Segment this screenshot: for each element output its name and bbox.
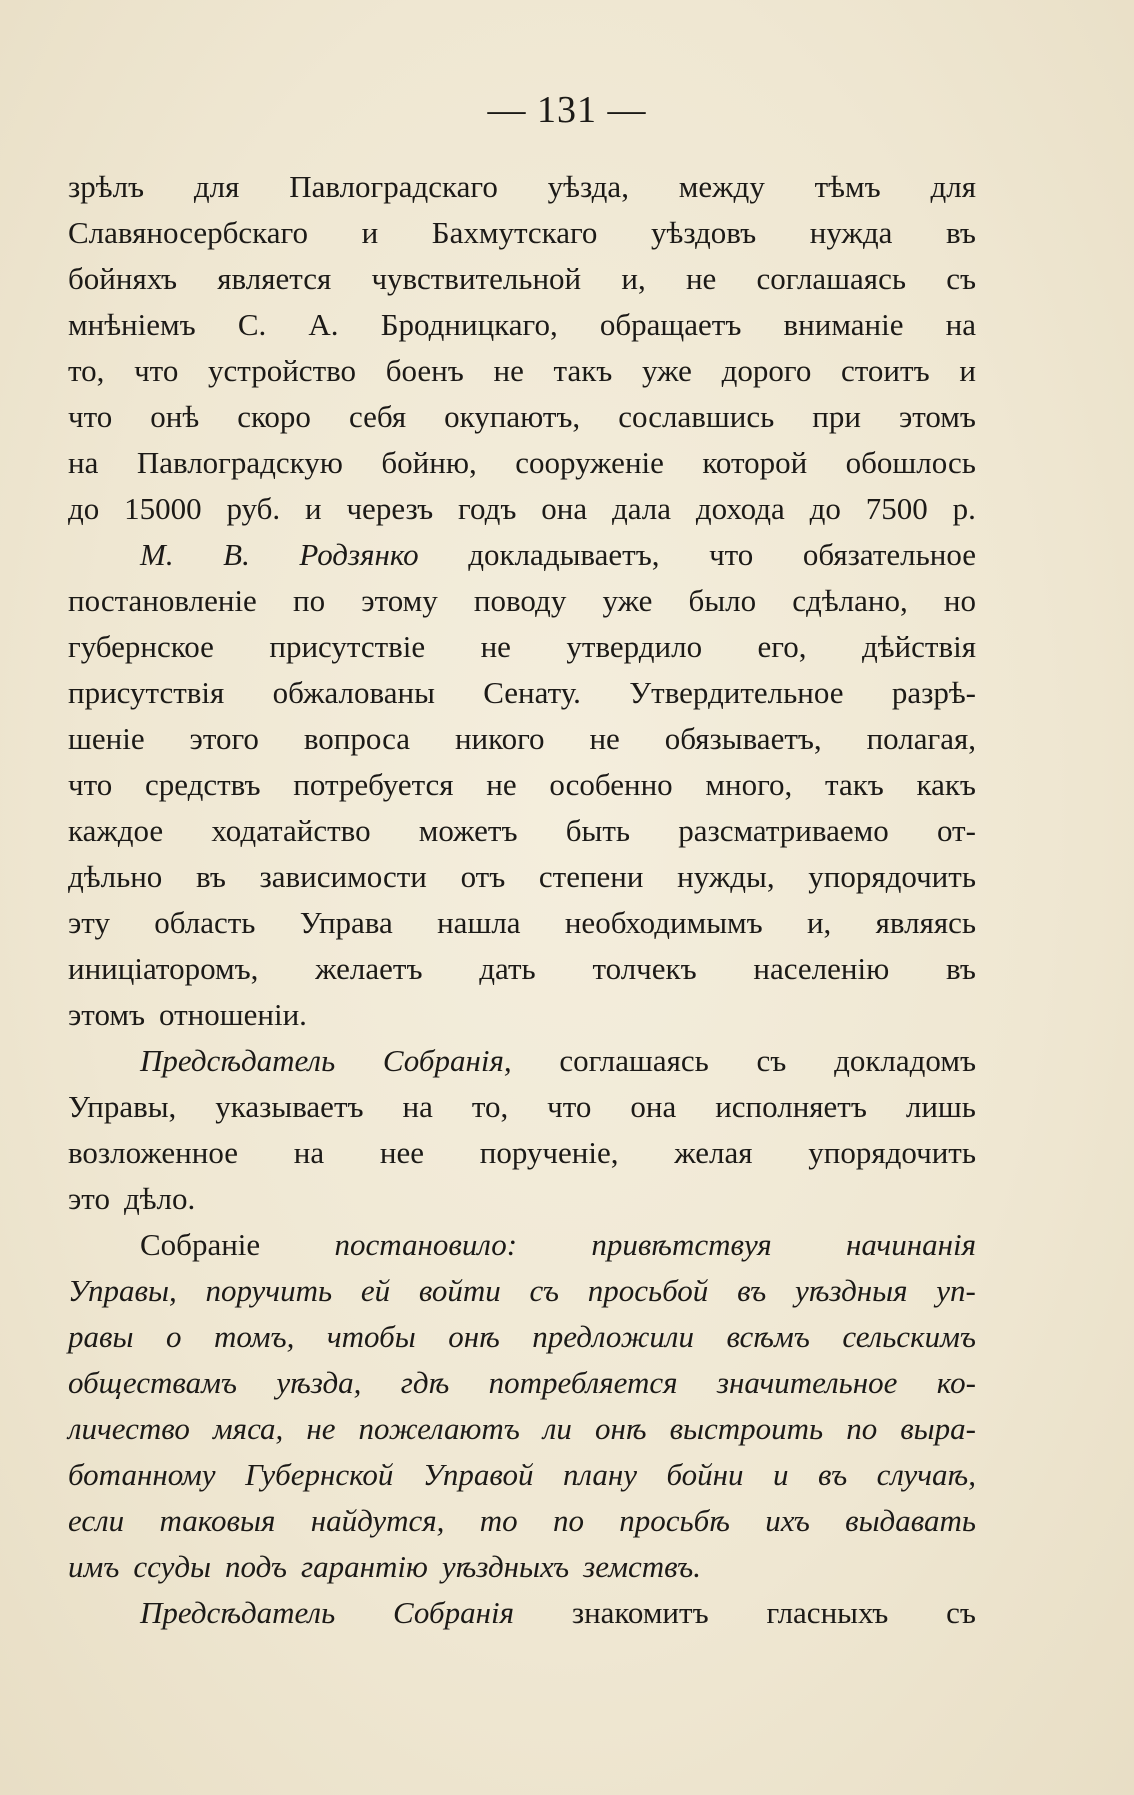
text-line [68, 256, 976, 302]
word: Славяносербскаго [68, 215, 308, 250]
word: докладываетъ, [468, 537, 660, 572]
word: до [809, 491, 841, 526]
word: исполняетъ [715, 1089, 867, 1124]
word: начинанія [845, 1227, 976, 1262]
word: С. [237, 307, 267, 342]
word: боенъ [385, 353, 464, 388]
word: сдѣлано, [792, 583, 908, 618]
word: Собранія, [382, 1043, 512, 1078]
word: она [630, 1089, 677, 1124]
word: такъ [553, 353, 613, 388]
word: найдутся, [310, 1503, 445, 1538]
word: А. [308, 307, 339, 342]
word: и, [806, 905, 832, 940]
word: онѣ [448, 1319, 500, 1354]
word: 7500 [865, 491, 928, 526]
word: знакомитъ [571, 1595, 709, 1630]
word: обязательное [802, 537, 976, 572]
text-line [68, 1176, 976, 1222]
word: значительное [716, 1365, 898, 1400]
word: какъ [916, 767, 976, 802]
text-line [68, 164, 976, 210]
word: для [193, 169, 240, 204]
word: этомъ [898, 399, 976, 434]
word: этого [189, 721, 259, 756]
text-line [68, 210, 976, 256]
text-line [68, 854, 976, 900]
word: случаѣ, [876, 1457, 976, 1492]
word: зрѣлъ [68, 169, 145, 204]
word: руб. [226, 491, 281, 526]
text-line [68, 486, 976, 532]
word: сооруженіе [515, 445, 664, 480]
word: съ [946, 1595, 976, 1630]
word: которой [702, 445, 808, 480]
word: нее [379, 1135, 424, 1170]
word: Утвердительное [629, 675, 844, 710]
word: подъ [225, 1549, 287, 1584]
word: разрѣ- [891, 675, 976, 710]
word: для [930, 169, 976, 204]
word: Предсѣдатель [140, 1043, 336, 1078]
text-line [68, 1038, 976, 1084]
word: въ [818, 1457, 848, 1492]
word: не [493, 353, 524, 388]
text-line [68, 762, 976, 808]
word: этому [361, 583, 438, 618]
word: средствъ [144, 767, 261, 802]
word: имъ [68, 1549, 120, 1584]
word: порученіе, [479, 1135, 619, 1170]
word: ссуды [133, 1549, 212, 1584]
word: постановленіе [68, 583, 257, 618]
word: дѣльно [68, 859, 163, 894]
word: соглашаясь [559, 1043, 709, 1078]
word: В. [223, 537, 250, 572]
word: по [552, 1503, 584, 1538]
word: тѣмъ [814, 169, 881, 204]
word: при [812, 399, 861, 434]
word: и [361, 215, 379, 250]
word: уѣзда, [276, 1365, 362, 1400]
word: М. [140, 537, 174, 572]
word: личество [68, 1411, 190, 1446]
word: черезъ [346, 491, 434, 526]
word: шеніе [68, 721, 145, 756]
text-line [68, 394, 976, 440]
word: устройство [208, 353, 357, 388]
word: каждое [68, 813, 164, 848]
word: но [943, 583, 976, 618]
word: эту [68, 905, 110, 940]
word: она [541, 491, 588, 526]
text-line [68, 946, 976, 992]
word: было [688, 583, 757, 618]
text-line [68, 1130, 976, 1176]
word: можетъ [418, 813, 518, 848]
word: особенно [549, 767, 673, 802]
word: сельскимъ [842, 1319, 976, 1354]
text-line [68, 1084, 976, 1130]
word: толчекъ [592, 951, 697, 986]
word: вниманіе [783, 307, 904, 342]
word: всѣмъ [726, 1319, 810, 1354]
word: бойню, [381, 445, 477, 480]
page-number: — 131 — [487, 89, 647, 131]
word: на [945, 307, 976, 342]
word: нужды, [677, 859, 775, 894]
word: соглашаясь [756, 261, 906, 296]
word: отъ [460, 859, 506, 894]
word: ко- [936, 1365, 976, 1400]
word: много, [705, 767, 793, 802]
word: уѣздовъ [651, 215, 757, 250]
word: таковыя [159, 1503, 276, 1538]
word: уѣздныя [794, 1273, 908, 1308]
text-line [68, 716, 976, 762]
word: гласныхъ [766, 1595, 889, 1630]
text-line [68, 808, 976, 854]
word: докладомъ [834, 1043, 976, 1078]
word: не [589, 721, 620, 756]
word: уже [642, 353, 692, 388]
text-line [68, 900, 976, 946]
word: что [709, 537, 754, 572]
word: съ [529, 1273, 559, 1308]
word: Павлоградскаго [289, 169, 498, 204]
word: войти [418, 1273, 501, 1308]
word: поручить [205, 1273, 333, 1308]
word: 15000 [124, 491, 202, 526]
word: желаетъ [315, 951, 423, 986]
word: дѣйствія [861, 629, 976, 664]
text-line [68, 1544, 976, 1590]
word: уѣздныхъ [441, 1549, 570, 1584]
word: то, [68, 353, 105, 388]
word: по [293, 583, 326, 618]
word: никого [454, 721, 545, 756]
word: въ [737, 1273, 767, 1308]
word: привѣтствуя [591, 1227, 772, 1262]
word: гдѣ [400, 1365, 450, 1400]
word: присутствіе [269, 629, 426, 664]
text-line [68, 1360, 976, 1406]
word: указываетъ [215, 1089, 364, 1124]
text-line [68, 1314, 976, 1360]
text-line [68, 578, 976, 624]
text-line [68, 1452, 976, 1498]
word: себя [348, 399, 407, 434]
word: постановило: [334, 1227, 518, 1262]
word: съ [756, 1043, 787, 1078]
word: вопроса [303, 721, 411, 756]
word: въ [195, 859, 226, 894]
word: нужда [809, 215, 893, 250]
word: ей [360, 1273, 391, 1308]
word: поводу [473, 583, 567, 618]
word: сославшись [618, 399, 775, 434]
word: Бахмутскаго [431, 215, 598, 250]
word: что [547, 1089, 592, 1124]
word: желая [674, 1135, 753, 1170]
word: быть [565, 813, 631, 848]
word: полагая, [866, 721, 976, 756]
word: присутствія [68, 675, 225, 710]
word: дорого [721, 353, 812, 388]
text-line [68, 1268, 976, 1314]
word: ихъ [765, 1503, 810, 1538]
text-line [68, 1590, 976, 1636]
word: Управы, [68, 1273, 177, 1308]
word: лишь [905, 1089, 976, 1124]
word: ботанному [68, 1457, 216, 1492]
word: разсматриваемо [678, 813, 889, 848]
word: бойни [666, 1457, 744, 1492]
word: томъ, [213, 1319, 295, 1354]
word: чтобы [326, 1319, 416, 1354]
word: р. [952, 491, 976, 526]
word: не [306, 1411, 336, 1446]
body-text [68, 164, 976, 1636]
word: его, [757, 629, 807, 664]
word: утвердило [566, 629, 703, 664]
word: Сенату. [483, 675, 581, 710]
word: упорядочить [808, 859, 976, 894]
word: являясь [875, 905, 976, 940]
text-line [68, 1222, 976, 1268]
word: то [479, 1503, 518, 1538]
word: обращаетъ [599, 307, 742, 342]
word: о [165, 1319, 182, 1354]
word: это [68, 1181, 110, 1216]
word: и, [621, 261, 646, 296]
word: обжалованы [272, 675, 435, 710]
word: мяса, [212, 1411, 284, 1446]
word: и [959, 353, 976, 388]
word: просьбой [587, 1273, 709, 1308]
text-line [68, 348, 976, 394]
word: дала [611, 491, 671, 526]
text-line [68, 624, 976, 670]
word: мнѣніемъ [68, 307, 196, 342]
word: упорядочить [808, 1135, 976, 1170]
word: выстроить [669, 1411, 824, 1446]
text-line [68, 302, 976, 348]
word: от- [936, 813, 976, 848]
word: въ [946, 951, 976, 986]
word: уп- [936, 1273, 976, 1308]
word: потребуется [293, 767, 454, 802]
word: пожелаютъ [358, 1411, 520, 1446]
word: на [68, 445, 99, 480]
word: отношеніи. [159, 997, 307, 1032]
word: онѣ [594, 1411, 647, 1446]
word: Предсѣдатель [140, 1595, 336, 1630]
word: Управа [299, 905, 393, 940]
word: необходимымъ [564, 905, 763, 940]
text-line [68, 1406, 976, 1452]
word: годъ [458, 491, 517, 526]
word: является [217, 261, 332, 296]
word: Бродницкаго, [380, 307, 558, 342]
word: уже [602, 583, 653, 618]
word: обществамъ [68, 1365, 237, 1400]
word: Павлоградскую [136, 445, 343, 480]
word: область [154, 905, 256, 940]
word: предложили [532, 1319, 694, 1354]
word: дѣло. [123, 1181, 196, 1216]
word: чувствительной [371, 261, 582, 296]
word: и [773, 1457, 789, 1492]
word: Собраніе [140, 1227, 261, 1262]
word: выра- [900, 1411, 976, 1446]
word: уѣзда, [547, 169, 629, 204]
word: не [480, 629, 511, 664]
text-line [68, 532, 976, 578]
word: этомъ [68, 997, 146, 1032]
word: обязываетъ, [664, 721, 822, 756]
word: по [846, 1411, 878, 1446]
word: дать [479, 951, 536, 986]
word: въ [946, 215, 976, 250]
word: земствъ. [583, 1549, 702, 1584]
word: иниціаторомъ, [68, 951, 259, 986]
word: на [402, 1089, 433, 1124]
word: обошлось [845, 445, 976, 480]
word: такъ [825, 767, 884, 802]
word: до [68, 491, 100, 526]
word: ходатайство [211, 813, 371, 848]
word: дохода [695, 491, 785, 526]
word: Управой [422, 1457, 534, 1492]
text-line [68, 670, 976, 716]
word: Управы, [68, 1089, 177, 1124]
word: потребляется [488, 1365, 678, 1400]
word: окупаютъ, [444, 399, 581, 434]
word: что [68, 399, 113, 434]
word: если [68, 1503, 125, 1538]
word: зависимости [259, 859, 427, 894]
text-line [68, 440, 976, 486]
word: выдавать [845, 1503, 976, 1538]
word: не [486, 767, 517, 802]
word: бойняхъ [68, 261, 178, 296]
word: Собранія [393, 1595, 514, 1630]
word: плану [562, 1457, 637, 1492]
word: губернское [68, 629, 214, 664]
word: нашла [437, 905, 521, 940]
word: съ [946, 261, 976, 296]
word: гарантію [301, 1549, 428, 1584]
word: равы [68, 1319, 134, 1354]
word: стоитъ [841, 353, 930, 388]
word: не [685, 261, 717, 296]
word: то, [471, 1089, 509, 1124]
word: ли [542, 1411, 572, 1446]
word: возложенное [68, 1135, 238, 1170]
word: степени [538, 859, 644, 894]
word: скоро [237, 399, 311, 434]
text-line [68, 1498, 976, 1544]
word: просьбѣ [619, 1503, 730, 1538]
word: Губернской [245, 1457, 394, 1492]
word: Родзянко [299, 537, 419, 572]
word: онѣ [150, 399, 200, 434]
word: что [68, 767, 113, 802]
text-line [68, 992, 976, 1038]
word: на [293, 1135, 325, 1170]
word: и [305, 491, 322, 526]
word: что [134, 353, 179, 388]
word: населенію [753, 951, 890, 986]
word: между [678, 169, 765, 204]
